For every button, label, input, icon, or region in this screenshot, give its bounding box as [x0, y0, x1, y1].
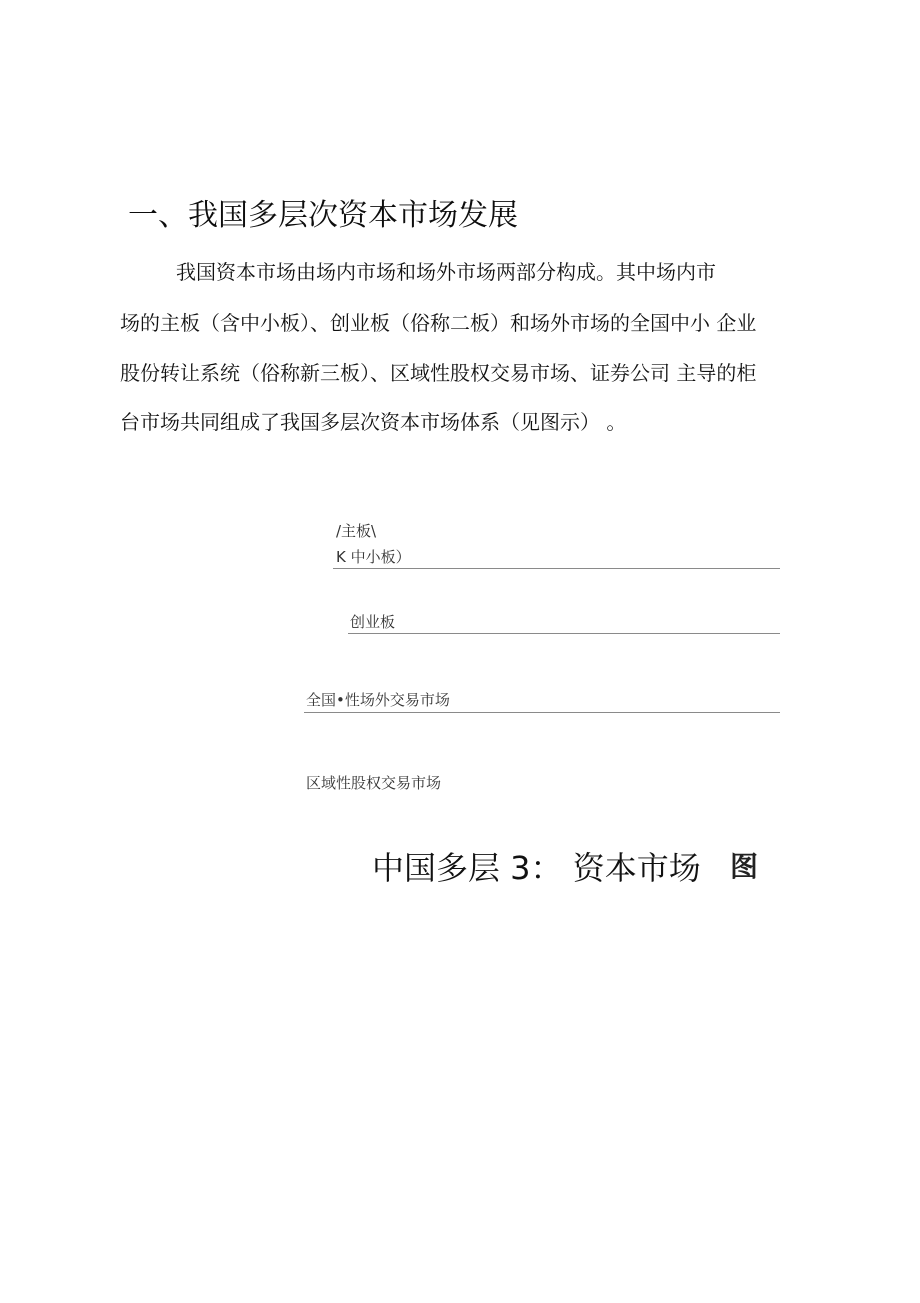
tier-main-board-label: /主板\ — [336, 522, 377, 540]
paragraph-line-1: 我国资本市场由场内市场和场外市场两部分构成。其中场内市 — [176, 260, 716, 284]
tier-2-divider — [348, 633, 780, 634]
figure-caption: 中国多层 3： 资本市场 — [372, 849, 701, 887]
section-heading: 一、我国多层次资本市场发展 — [128, 198, 518, 233]
tier-regional-market-label: 区域性股权交易市场 — [306, 774, 442, 792]
paragraph-line-4: 台市场共同组成了我国多层次资本市场体系（见图示） 。 — [120, 410, 627, 434]
tier-chinext-label: 创业板 — [350, 613, 396, 631]
tier-3-divider — [304, 712, 780, 713]
tier-sme-board-label: K 中小板） — [336, 548, 411, 566]
tier-1-divider — [333, 568, 780, 569]
paragraph-line-2: 场的主板（含中小板）、创业板（俗称二板）和场外市场的全国中小 企业 — [120, 311, 757, 335]
tier-neeq-label: 全国•性场外交易市场 — [306, 691, 450, 709]
figure-caption-glyph: 图 — [730, 850, 759, 883]
paragraph-line-3: 股份转让系统（俗称新三板）、区域性股权交易市场、证券公司 主导的柜 — [120, 361, 757, 385]
